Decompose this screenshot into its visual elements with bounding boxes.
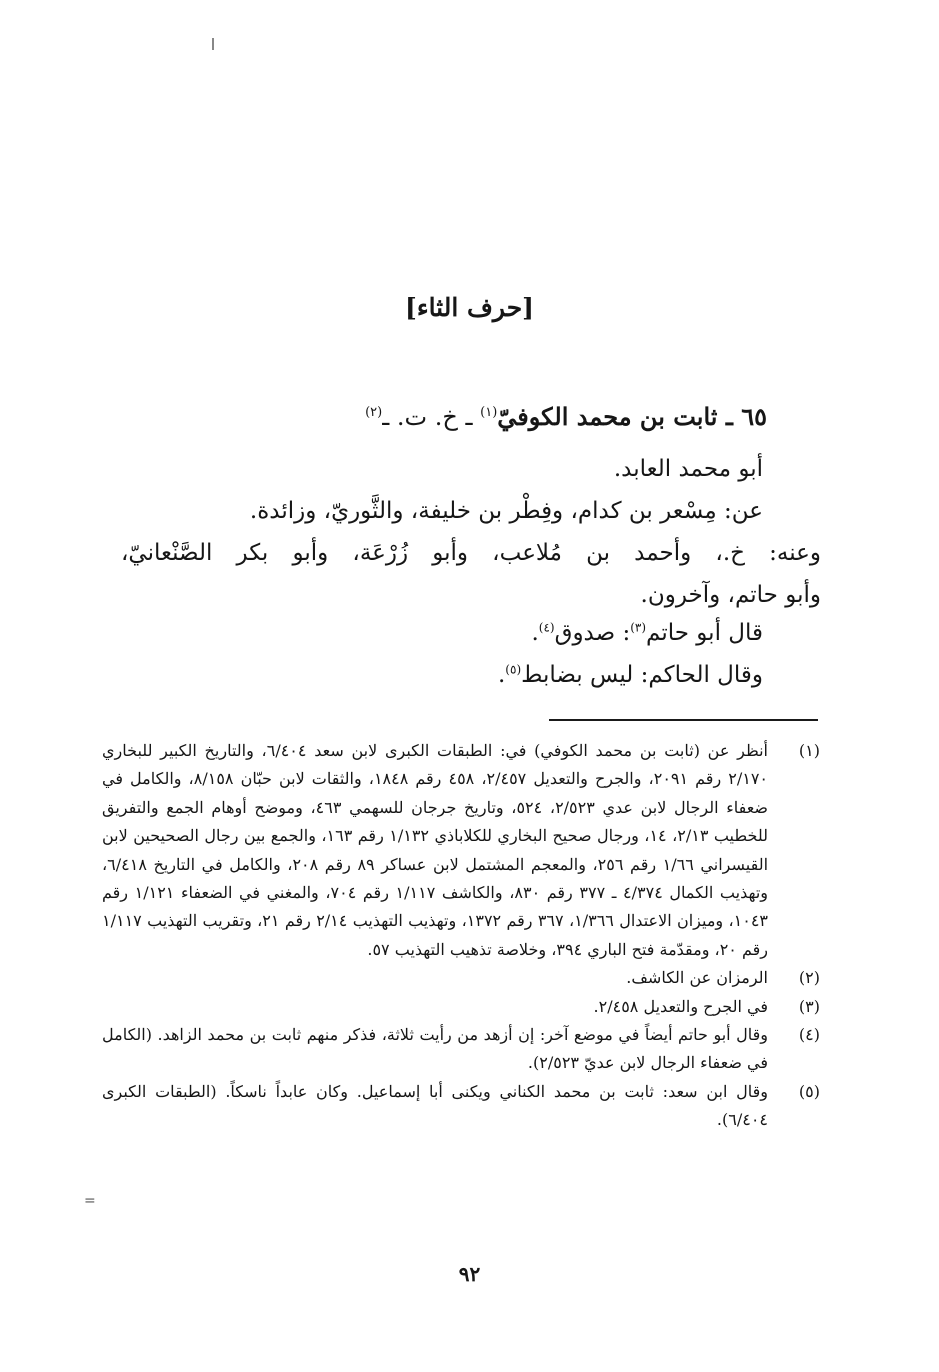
footnote-item (102, 737, 820, 964)
footnote-ref: (١) (480, 405, 498, 420)
footnote-item (102, 1078, 820, 1135)
entry-title (207, 402, 767, 431)
footnote-number: (١) (798, 741, 820, 760)
footnote-text: الرمزان عن الكاشف. (626, 968, 768, 988)
footnote-ref: (٢) (365, 405, 383, 420)
footnote-item (102, 964, 820, 992)
footnotes (102, 737, 820, 1135)
footnote-text: وقال ابن سعد: ثابت بن محمد الكناني ويكنى أبا إسماعيل. وكان عابداً ناسكاً. (الطبقات الكبرى ٦/٤٠٤). (102, 1081, 768, 1130)
teachers-line: عن: مِسْعر بن كدام، وفِطْر بن خليفة، والثَّوريّ، وزائدة. (249, 498, 763, 524)
margin-mark: = (84, 1193, 96, 1209)
footnote-text: أنظر عن (ثابت بن محمد الكوفي) في: الطبقات الكبرى لابن سعد ٦/٤٠٤، والتاريخ الكبير للبخاري ٢/١٧٠ رقم ٢٠٩١، والجرح والتعديل ٢/٤٥٧، ٤٥٨ رقم ١٨٤٨، والثقات لابن حبّان ٨/١٥٨، والكامل في ضعفاء الرجال لابن عدي ٢/٥٢٣، ٥٢٤، وتاريخ جرجان للسهمي ٤٦٣، وموضح أوهام الجمع والتفريق للخطيب ٢/١٣، ١٤، ورجال صحيح البخاري للكلاباذي ١/١٣٢ رقم ١٦٣، والجمع بين رجال الصحيحين لابن القيسراني ١/٦٦ رقم ٢٥٦، والمعجم المشتمل لابن عساكر ٨٩ رقم ٢٠٨، والكامل في التاريخ ٦/٤١٨، وتهذيب الكمال ٤/٣٧٤ ـ ٣٧٧ رقم ٨٣٠، والكاشف ١/١١٧ رقم ٧٠٤، والمغني في الضعفاء ١/١٢١ رقم ١٠٤٣، وميزان الاعتدال ١/٣٦٦، ٣٦٧ رقم ١٣٧٢، وتهذيب التهذيب ٢/١٤ رقم ٢١، وتقريب التهذيب ١/١١٧ رقم ٢٠، ومقدّمة فتح الباري ٣٩٤، وخلاصة تذهيب التهذيب ٥٧. (102, 741, 769, 959)
page-number: ٩٢ (458, 1262, 481, 1286)
footnote-item (102, 1021, 820, 1078)
punctuation: . (531, 620, 539, 646)
footnote-ref: (٤) (538, 620, 555, 635)
footnote-number: (٣) (798, 996, 820, 1016)
entry-number-name: ٦٥ ـ ثابت بن محمد الكوفيّ (497, 402, 767, 431)
section-heading: [حرف الثاء] (404, 293, 534, 322)
kunya-line: أبو محمد العابد. (613, 456, 763, 482)
students-line-cont: وأبو حاتم، وآخرون. (640, 582, 821, 608)
footnote-number: (٤) (798, 1025, 820, 1045)
abu-hatim-text: قال أبو حاتم (646, 620, 763, 646)
footnote-text: وقال أبو حاتم أيضاً في موضع آخر: إن أزهد من رأيت ثلاثة، فذكر منهم ثابت بن محمد الزاهد. (الكامل في ضعفاء الرجال لابن عديّ ٢/٥٢٣). (102, 1025, 768, 1073)
ink-speck (212, 38, 214, 50)
footnote-number: (٢) (798, 968, 820, 988)
hakim-text: وقال الحاكم: ليس بضابط (521, 662, 763, 688)
entry-codes: ـ خ. ت. ـ (382, 403, 481, 431)
abu-hatim-line (531, 620, 763, 646)
footnote-separator (549, 719, 818, 721)
students-line: وعنه: خ.، وأحمد بن مُلاعب، وأبو زُرْعَة، وأبو بكر الصَّنْعانيّ، (121, 540, 821, 566)
hakim-line (498, 662, 763, 688)
abu-hatim-verdict: : صدوق (554, 620, 631, 646)
footnote-ref: (٥) (505, 662, 522, 677)
footnote-text: في الجرح والتعديل ٢/٤٥٨. (593, 996, 768, 1016)
footnote-ref: (٣) (630, 620, 647, 635)
footnote-item (102, 993, 820, 1021)
punctuation: . (497, 662, 506, 688)
footnote-number: (٥) (798, 1081, 820, 1101)
